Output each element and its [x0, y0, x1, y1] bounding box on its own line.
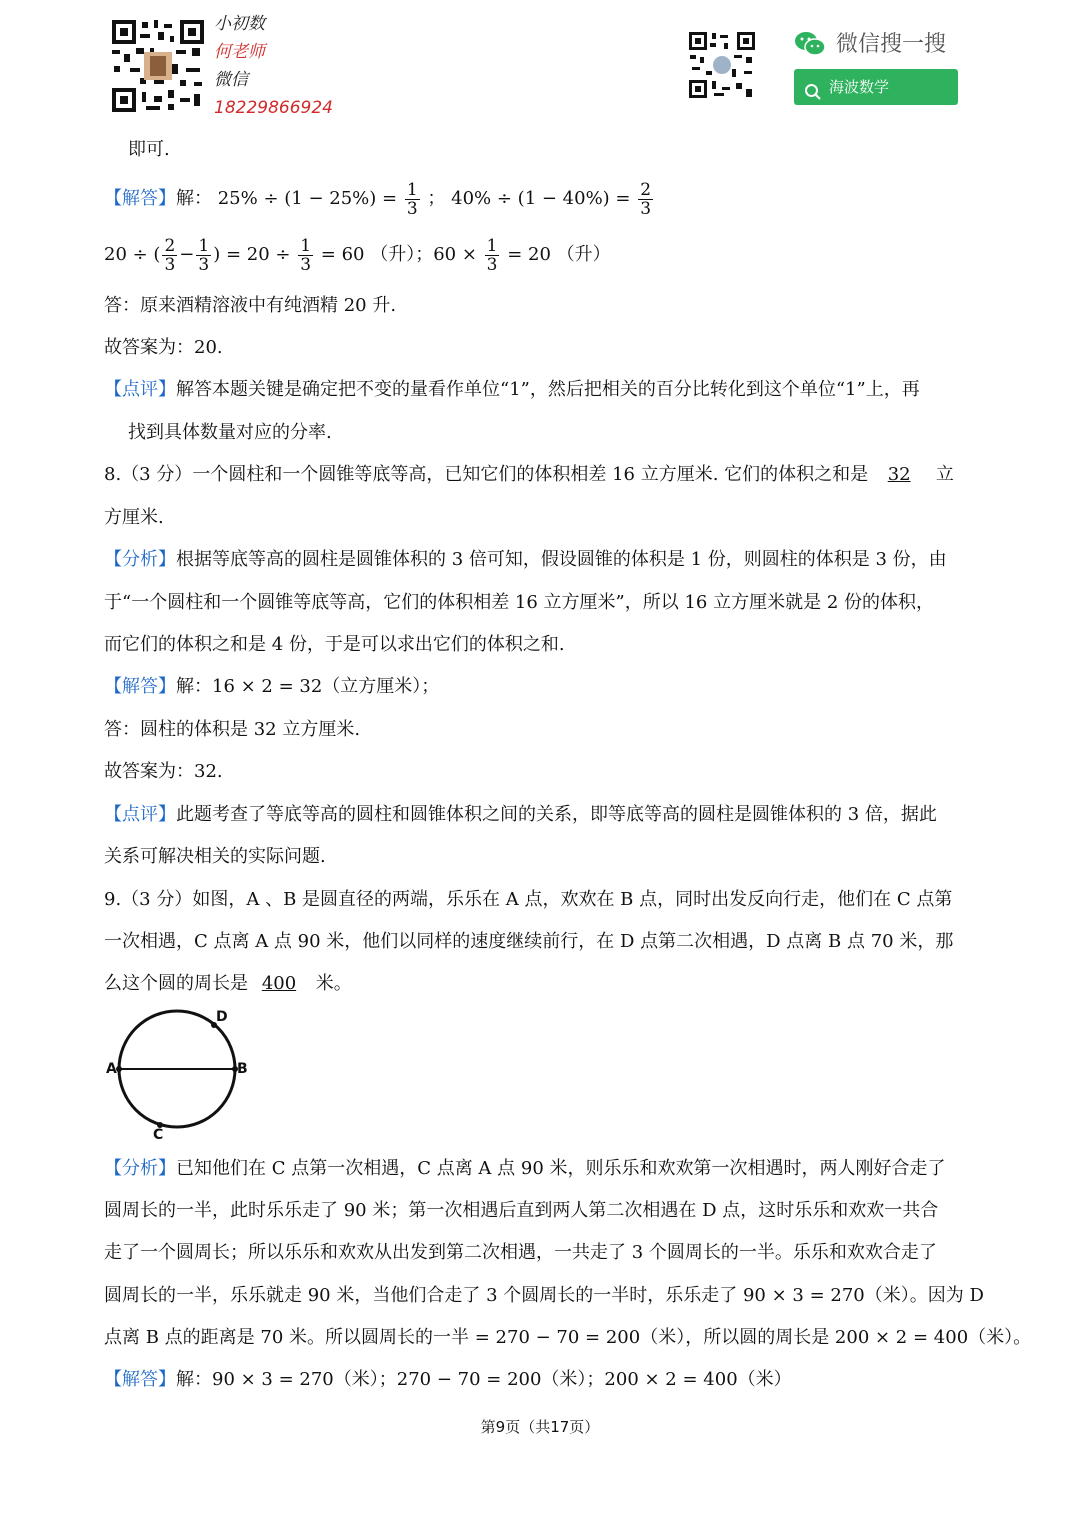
math-expression: 25% ÷ (1 − 25%) = [217, 188, 398, 209]
fraction [162, 237, 177, 274]
math-expression: = 60 （升）；60 × [320, 244, 477, 265]
math-operator: − [179, 244, 195, 265]
text: 此题考查了等底等高的圆柱和圆锥体积之间的关系，即等底等高的圆柱是圆锥体积的 3 倍，据此 [176, 804, 937, 825]
math-expression: 20 ÷ ( [104, 244, 161, 265]
account-search-button[interactable] [794, 69, 958, 105]
numerator: 2 [164, 235, 176, 256]
analysis-line: 于“一个圆柱和一个圆锥等底等高，它们的体积相差 16 立方厘米”，所以 16 立方厘米就是 2 份的体积， [104, 592, 934, 613]
comment-tag: 【点评】 [104, 804, 176, 825]
question-8 [104, 463, 954, 487]
text-line: 即可. [128, 139, 170, 160]
solution-tag: 【解答】 [104, 188, 176, 209]
numerator: 1 [486, 235, 498, 256]
comment-line [104, 378, 920, 402]
analysis-line [104, 1157, 946, 1181]
header-line-3: 微信 [214, 70, 248, 90]
text: 解： [176, 188, 212, 209]
qr-code-icon [110, 18, 206, 114]
math-expression: = 20 （升） [507, 244, 611, 265]
header-line-1: 小初数 [214, 14, 265, 34]
solution-tag: 【解答】 [104, 676, 176, 697]
header-title [214, 10, 333, 122]
text: 解：16 × 2 = 32（立方厘米）； [176, 676, 440, 697]
page-number: 第9页（共17页） [480, 1418, 600, 1436]
analysis-line: 点离 B 点的距离是 70 米。所以圆周长的一半 = 270 − 70 = 200（米），所以圆的周长是 200 × 2 = 400（米）。 [104, 1327, 1032, 1348]
solution-line [104, 176, 655, 222]
solution-line [104, 232, 611, 278]
analysis-line: 圆周长的一半，此时乐乐走了 90 米；第一次相遇后直到两人第二次相遇在 D 点，这时乐乐和欢欢一共合 [104, 1200, 939, 1221]
point-label-a: A [106, 1061, 117, 1077]
text: 解答本题关键是确定把不变的量看作单位“1”，然后把相关的百分比转化到这个单位“1”上，再 [176, 379, 920, 400]
denominator: 3 [640, 198, 652, 219]
analysis-line: 圆周长的一半，乐乐就走 90 米，当他们合走了 3 个圆周长的一半时，乐乐走了 90 × 3 = 270（米）。因为 D [104, 1285, 984, 1306]
fraction [485, 237, 500, 274]
final-answer-line: 故答案为：32. [104, 761, 223, 782]
solution-line [104, 675, 439, 699]
fraction [298, 237, 313, 274]
point-label-c: C [153, 1127, 164, 1143]
comment-tag: 【点评】 [104, 379, 176, 400]
question-text: 立 [935, 464, 954, 485]
question-9-cont: 一次相遇，C 点离 A 点 90 米，他们以同样的速度继续前行，在 D 点第二次相遇，D 点离 B 点 70 米，那 [104, 931, 954, 952]
circle-diagram [100, 1005, 260, 1145]
comment-line: 找到具体数量对应的分率. [128, 422, 332, 443]
question-text: 8.（3 分）一个圆柱和一个圆锥等底等高，已知它们的体积相差 16 立方厘米. 它们的体积之和是 [104, 464, 869, 485]
text: 解：90 × 3 = 270（米）；270 − 70 = 200（米）；200 × 2 = 400（米） [176, 1369, 792, 1390]
fraction [405, 181, 420, 218]
text: 已知他们在 C 点第一次相遇，C 点离 A 点 90 米，则乐乐和欢欢第一次相遇时，两人刚好合走了 [176, 1158, 946, 1179]
comment-line [104, 803, 937, 827]
question-9: 9.（3 分）如图，A 、B 是圆直径的两端，乐乐在 A 点，欢欢在 B 点，同时出发反向行走，他们在 C 点第 [104, 889, 953, 910]
numerator: 1 [406, 179, 418, 200]
math-expression: 40% ÷ (1 − 40%) = [451, 188, 631, 209]
question-8-cont: 方厘米. [104, 507, 164, 528]
answer-line: 答：圆柱的体积是 32 立方厘米. [104, 719, 361, 740]
question-text: 么这个圆的周长是 [104, 973, 248, 994]
numerator: 1 [300, 235, 312, 256]
header-line-2: 何老师 [214, 42, 265, 62]
solution-tag: 【解答】 [104, 1369, 176, 1390]
qr-code-icon [688, 31, 756, 99]
answer-line: 答：原来酒精溶液中有纯酒精 20 升. [104, 295, 397, 316]
denominator: 3 [486, 254, 498, 275]
analysis-line: 走了一个圆周长；所以乐乐和欢欢从出发到第二次相遇，一共走了 3 个圆周长的一半。乐乐和欢欢合走了 [104, 1242, 937, 1263]
text: ； [427, 188, 446, 209]
account-name: 海波数学 [829, 78, 890, 96]
denominator: 3 [300, 254, 312, 275]
fraction [638, 181, 653, 218]
wechat-icon [794, 30, 826, 58]
analysis-tag: 【分析】 [104, 1158, 176, 1179]
denominator: 3 [164, 254, 176, 275]
answer-blank: 400 [261, 973, 297, 994]
numerator: 1 [198, 235, 210, 256]
answer-blank: 32 [887, 464, 911, 485]
question-text: 米。 [315, 973, 352, 994]
final-answer-line: 故答案为：20. [104, 337, 223, 358]
fraction [196, 237, 211, 274]
point-label-b: B [237, 1061, 248, 1077]
wechat-search-label: 微信搜一搜 [836, 32, 947, 57]
search-icon [804, 78, 822, 96]
solution-line [104, 1368, 792, 1392]
denominator: 3 [198, 254, 210, 275]
analysis-tag: 【分析】 [104, 549, 176, 570]
point-label-d: D [216, 1009, 228, 1025]
analysis-line: 而它们的体积之和是 4 份，于是可以求出它们的体积之和. [104, 634, 565, 655]
comment-line: 关系可解决相关的实际问题. [104, 846, 326, 867]
denominator: 3 [406, 198, 418, 219]
header-phone: 18229866924 [214, 98, 333, 118]
text: 根据等底等高的圆柱是圆锥体积的 3 倍可知，假设圆锥的体积是 1 份，则圆柱的体积是 3 份，由 [176, 549, 947, 570]
math-expression: ) = 20 ÷ [213, 244, 291, 265]
numerator: 2 [640, 179, 652, 200]
analysis-line [104, 548, 947, 572]
question-9-cont [104, 972, 352, 996]
